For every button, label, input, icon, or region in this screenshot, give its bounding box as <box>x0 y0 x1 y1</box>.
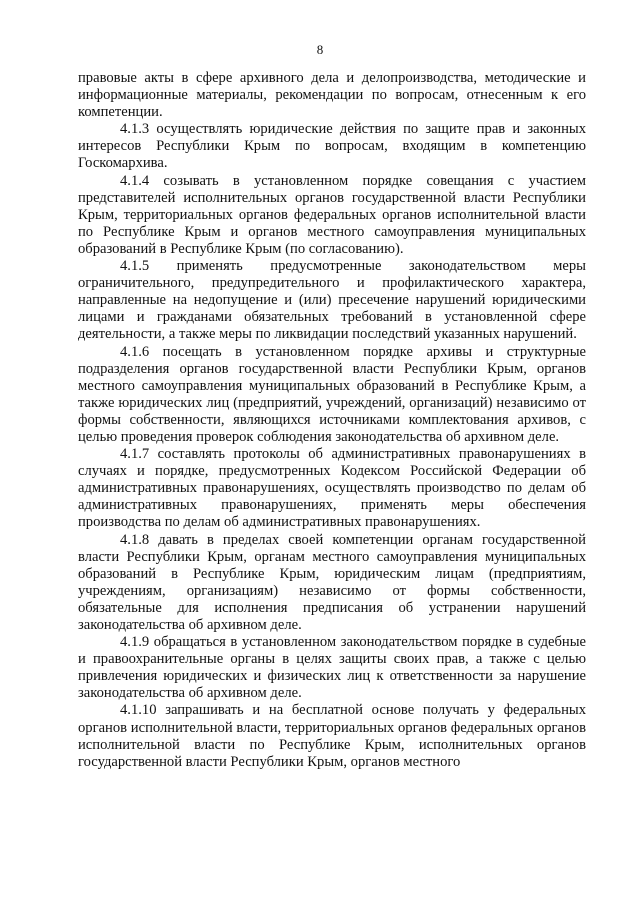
paragraph-4-1-6: 4.1.6 посещать в установленном порядке архивы и структурные подразделения органов государственной власти Республики Крым, органов местного самоуправления муниципальных образований в Республике Крым, а также юридических лиц (предприятий, учреждений, организаций) независимо от формы собственности, являющихся источниками комплектования архивов, с целью проведения проверок соблюдения законодательства об архивном деле. <box>78 343 586 445</box>
paragraph-4-1-7: 4.1.7 составлять протоколы об административных правонарушениях в случаях и порядке, предусмотренных Кодексом Российской Федерации об административных правонарушениях, осуществлять производство по делам об административных правонарушениях, применять меры обеспечения производства по делам об административных правонарушениях. <box>78 446 586 531</box>
paragraph-4-1-5: 4.1.5 применять предусмотренные законодательством меры ограничительного, предупредительного и профилактического характера, направленные на недопущение и (или) пресечение нарушений юридическими лицами и гражданами обязательных требований в установленной сфере деятельности, а также меры по ликвидации последствий указанных нарушений. <box>78 258 586 343</box>
paragraph-4-1-3: 4.1.3 осуществлять юридические действия по защите прав и законных интересов Республики Крым по вопросам, входящим в компетенцию Госкомархива. <box>78 121 586 172</box>
paragraph-4-1-4: 4.1.4 созывать в установленном порядке совещания с участием представителей исполнительных органов государственной власти Республики Крым, территориальных органов федеральных органов исполнительной власти по Республике Крым и органов местного самоуправления муниципальных образований в Республике Крым (по согласованию). <box>78 172 586 257</box>
paragraph-continuation: правовые акты в сфере архивного дела и делопроизводства, методические и информационные материалы, рекомендации по вопросам, отнесенным к его компетенции. <box>78 70 586 121</box>
paragraph-4-1-8: 4.1.8 давать в пределах своей компетенции органам государственной власти Республики Крым, органам местного самоуправления муниципальных образований в Республике Крым, юридическим лицам (предприятиям, учреждениям, организациям) независимо от формы собственности, обязательные для исполнения предписания об устранении нарушений законодательства об архивном деле. <box>78 531 586 633</box>
page-number: 8 <box>316 42 324 57</box>
paragraph-4-1-10: 4.1.10 запрашивать и на бесплатной основе получать у федеральных органов исполнительной власти, территориальных органов федеральных органов исполнительной власти по Республике Крым, исполнительных органов государственной власти Республики Крым, органов местного <box>78 702 586 770</box>
document-body <box>78 70 586 771</box>
paragraph-4-1-9: 4.1.9 обращаться в установленном законодательством порядке в судебные и правоохранительные органы в целях защиты своих прав, а также с целью привлечения юридических и физических лиц к ответственности за нарушение законодательства об архивном деле. <box>78 634 586 702</box>
